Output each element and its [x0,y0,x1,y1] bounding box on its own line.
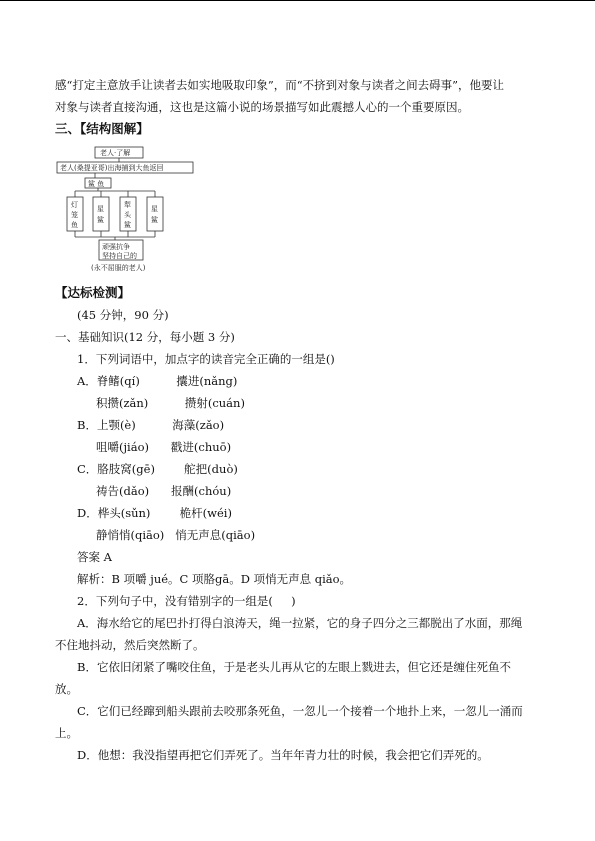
q1-option-c-2: 祷告(dǎo) 报酬(chóu) [96,484,232,498]
q1-option-a-2: 积攒(zǎn) 攒射(cuán) [96,396,245,410]
structure-diagram [55,145,195,275]
col1-c3: 鱼 [71,221,78,229]
col3-c1: 犁 [124,201,131,209]
q2-option-d-1: D．他想：我没指望再把它们弄死了。当年年青力壮的时候，我会把它们弄死的。 [77,748,489,762]
q1-option-b-2: 咀嚼(jiáo) 戳进(chuō) [96,440,232,454]
q1-analysis: 解析：B 项嚼 jué。C 项胳gā。D 项悄无声息 qiǎo。 [77,572,352,586]
intro-line-2: 对象与读者直接沟通，这也是这篇小说的场景描写如此震撼人心的一个重要原因。 [55,100,469,114]
col2-c1: 星 [97,205,104,213]
q2-stem: 2．下列句子中，没有错别字的一组是( ) [77,594,296,608]
diagram-result-3: (永不屈服的老人) [91,264,146,272]
col3-c2: 头 [124,211,131,219]
q1-option-b-1: B．上颚(è) 海藻(zǎo) [77,418,225,432]
q2-option-c-2: 上。 [55,726,78,740]
structure-diagram-svg [55,145,195,275]
q2-option-c-1: C．它们已经蹿到船头跟前去咬那条死鱼，一忽儿一个接着一个地扑上来，一忽儿一涌而 [77,704,523,718]
diagram-col-3 [124,200,132,229]
q1-option-a-1: A．脊鳍(qí) 攮进(nǎng) [77,374,238,388]
q2-option-b-2: 放。 [55,682,78,696]
col4-c1: 星 [151,205,158,213]
q1-stem: 1．下列词语中，加点字的读音完全正确的一组是() [77,352,335,366]
q2-option-b-1: B．它依旧闭紧了嘴咬住鱼，于是老头儿再从它的左眼上戮进去，但它还是缠住死鱼不 [77,660,511,674]
diagram-mid: 鲨 鱼 [88,180,105,188]
col1-c2: 笼 [71,211,78,219]
diagram-top: 老人·了解 [100,149,131,157]
q2-option-a-1: A．海水给它的尾巴扑打得白浪涛天，绳一拉紧，它的身子四分之三都脱出了水面，那绳 [77,616,523,630]
q1-option-d-2: 静悄悄(qiāo) 悄无声息(qiāo) [96,528,256,542]
q1-option-c-1: C．胳肢窝(gē) 舵把(duò) [77,462,238,476]
col3-c3: 鲨 [124,221,131,229]
section-3-heading: 三、【结构图解】 [55,121,149,136]
diagram-result-2: 坚持自己的 [102,252,137,260]
diagram-col-4 [151,204,158,224]
diagram-result-1: 顽强抗争 [102,243,130,251]
diagram-col-2 [97,204,104,224]
part1-heading: 一、基础知识(12 分，每小题 3 分) [55,330,235,344]
diagram-col-1 [71,200,78,229]
intro-line-1: 感“打定主意放手让读者去如实地吸取印象”，而“不挤到对象与读者之间去碍事”，他要让 [55,78,505,92]
col2-c2: 鲨 [97,216,104,224]
col4-c2: 鲨 [151,216,158,224]
q1-option-d-1: D．桦头(sǔn) 桅杆(wéi) [77,506,232,520]
q1-answer: 答案 A [77,550,112,564]
diagram-row2: 老人(桑提亚哥)出海捕到大鱼返回 [60,164,164,172]
dabiao-heading: 【达标检测】 [55,285,131,300]
top-rule [0,0,595,1]
q2-option-a-2: 不住地抖动，然后突然断了。 [55,638,205,652]
col1-c1: 灯 [71,201,78,209]
time-note: (45 分钟，90 分) [77,308,169,322]
